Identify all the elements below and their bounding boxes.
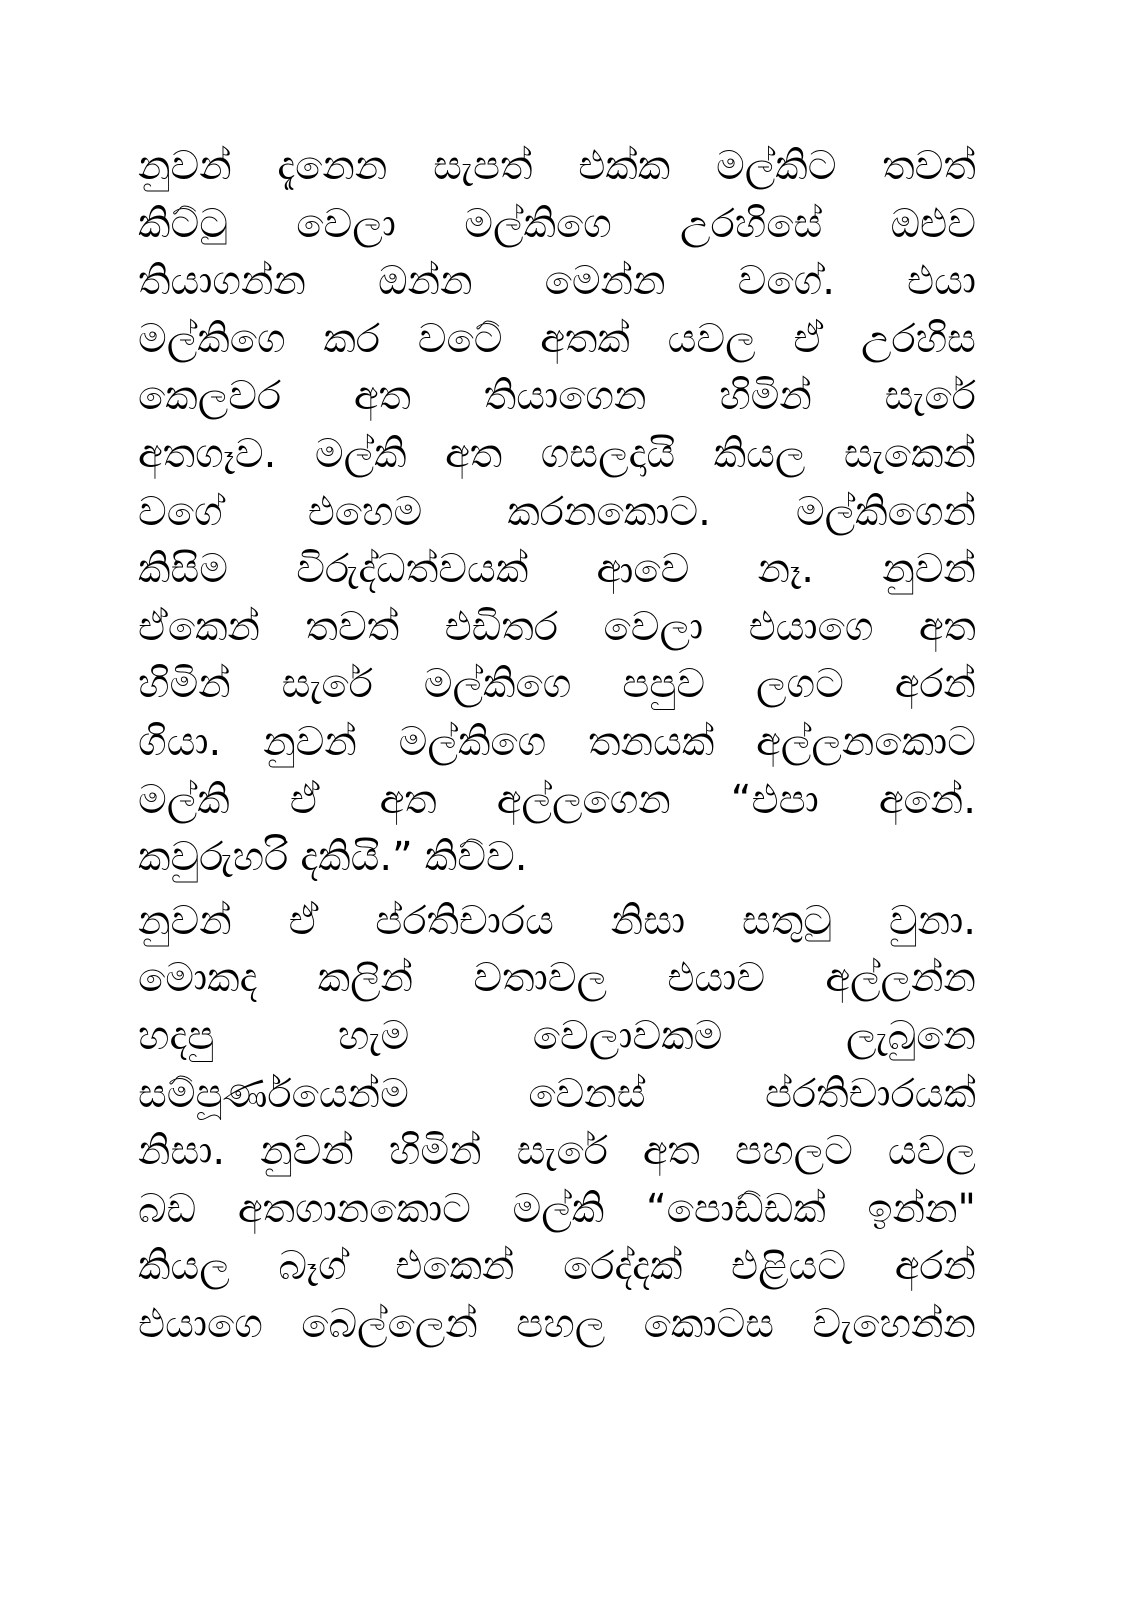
document-page [138,138,976,1353]
paragraph-2 [138,893,976,1354]
text-line: අතගෑව. මල්කි අත ගසලදායි කියල සැකෙන් [138,430,976,477]
text-line: කිසිම විරුද්ධත්වයක් ආවෙ නෑ. නුවන් [138,546,976,593]
text-line: බඩ අතගානකොට මල්කි “පොඩ්ඩක් ඉන්න" [138,1185,976,1232]
text-line: ඒකෙන් තවත් එඩිතර වෙලා එයාගෙ අත [138,603,976,650]
text-line: මල්කි ඒ අත අල්ලගෙන “එපා අනේ. [138,776,976,823]
text-line: මල්කිගෙ කර වටේ අතක් යවල ඒ උරහිස [138,315,976,362]
text-line: නුවන් දැනෙන සැපත් එක්ක මල්කිට තවත් [138,143,976,189]
text-line: කවුරුහරි දකියි.” කිව්ව. [138,834,528,881]
text-line: හදපු හැම වෙලාවකම ලැබුනෙ [138,1012,976,1059]
text-line: සම්පූර්ණයෙන්ම වෙනස් ප්රතිචාරයක් [138,1070,976,1117]
text-line: නුවන් ඒ ප්රතිචාරය නිසා සතුටු වුනා. [138,897,976,944]
text-line: කියල බෑග් එකෙන් රෙද්දක් එළියට අරන් [138,1243,976,1290]
text-line: වගේ එහෙම කරනකොට. මල්කිගෙන් [138,488,976,535]
text-line: ගියා. නුවන් මල්කිගෙ තනයක් අල්ලනකොට [138,718,976,765]
text-line: තියාගන්න ඔන්න මෙන්න වගේ. එයා [138,258,976,305]
text-line: කෙලවර අත තියාගෙන හිමින් සැරේ [138,373,976,420]
text-line: නිසා. නුවන් හිමින් සැරේ අත පහලට යවල [138,1128,976,1175]
text-line: හිමින් සැරේ මල්කිගෙ පපුව ලගට අරන් [138,661,976,708]
text-line: මොකද කලින් වතාවල එයාව අල්ලන්න [138,955,976,1002]
paragraph-1 [138,138,976,887]
text-line: එයාගෙ බෙල්ලෙන් පහල කොටස වැහෙන්න [138,1300,976,1347]
text-line: කිට්ටු වෙලා මල්කිගෙ උරහිසේ ඔළුව [138,200,976,247]
